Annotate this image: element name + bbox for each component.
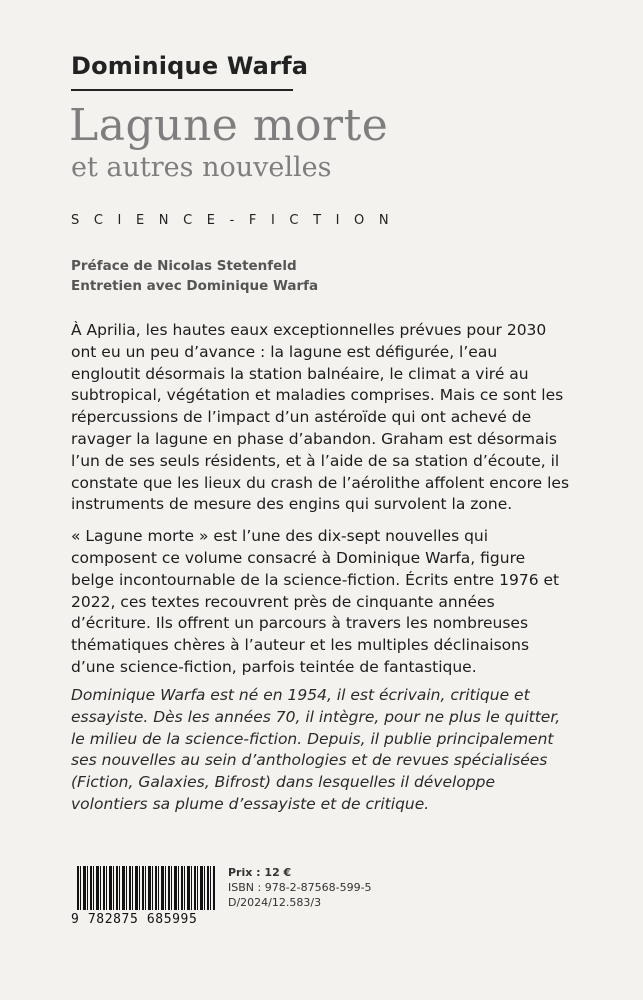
isbn-label: ISBN : 978-2-87568-599-5 <box>228 881 372 894</box>
author-name: Dominique Warfa <box>71 52 309 80</box>
price-label: Prix : 12 € <box>228 866 292 879</box>
genre-label: SCIENCE-FICTION <box>71 213 404 228</box>
legal-deposit-label: D/2024/12.583/3 <box>228 896 322 909</box>
barcode-bars <box>77 866 215 910</box>
book-title: Lagune morte <box>69 100 389 151</box>
barcode <box>71 858 221 927</box>
book-subtitle: et autres nouvelles <box>71 152 332 183</box>
barcode-digits: 9 782875 685995 <box>71 912 198 927</box>
blurb-paragraph: À Aprilia, les hautes eaux exceptionnelles prévues pour 2030 ont eu un peu d’avance : la lagune est défigurée, l’eau engloutit désormais la station balnéaire, le climat a viré au subtropical, végétation et maladies comprises. Mais ce sont les répercussions de l’impact d’un astéroïde qui ont achevé de ravager la lagune en phase d’abandon. Graham est désormais l’un de ses seuls résidents, et à l’aide de sa station d’écoute, il constate que les lieux du crash de l’aérolithe affolent encore les instruments de mesure des engins qui survolent la zone. <box>71 321 570 514</box>
credit-preface: Préface de Nicolas Stetenfeld <box>71 258 297 274</box>
credit-interview: Entretien avec Dominique Warfa <box>71 278 319 294</box>
bio-paragraph: Dominique Warfa est né en 1954, il est écrivain, critique et essayiste. Dès les années 70, il intègre, pour ne plus le quitter, le milieu de la science-fiction. Depuis, il publie principalement ses nouvelles au sein d’anthologies et de revues spécialisées (Fiction, Galaxies, Bifrost) dans lesquelles il développe volontiers sa plume d’essayiste et de critique. <box>71 686 561 813</box>
author-bio <box>71 685 571 816</box>
author-divider <box>71 89 293 91</box>
price-block <box>228 865 372 910</box>
credits <box>71 256 318 296</box>
blurb <box>71 320 571 689</box>
blurb-paragraph: « Lagune morte » est l’une des dix-sept nouvelles qui composent ce volume consacré à Dominique Warfa, figure belge incontournable de la science-fiction. Écrits entre 1976 et 2022, ces textes recouvrent près de cinquante années d’écriture. Ils offrent un parcours à travers les nombreuses thématiques chères à l’auteur et les multiples déclinaisons d’une science-fiction, parfois teintée de fantastique. <box>71 527 560 676</box>
